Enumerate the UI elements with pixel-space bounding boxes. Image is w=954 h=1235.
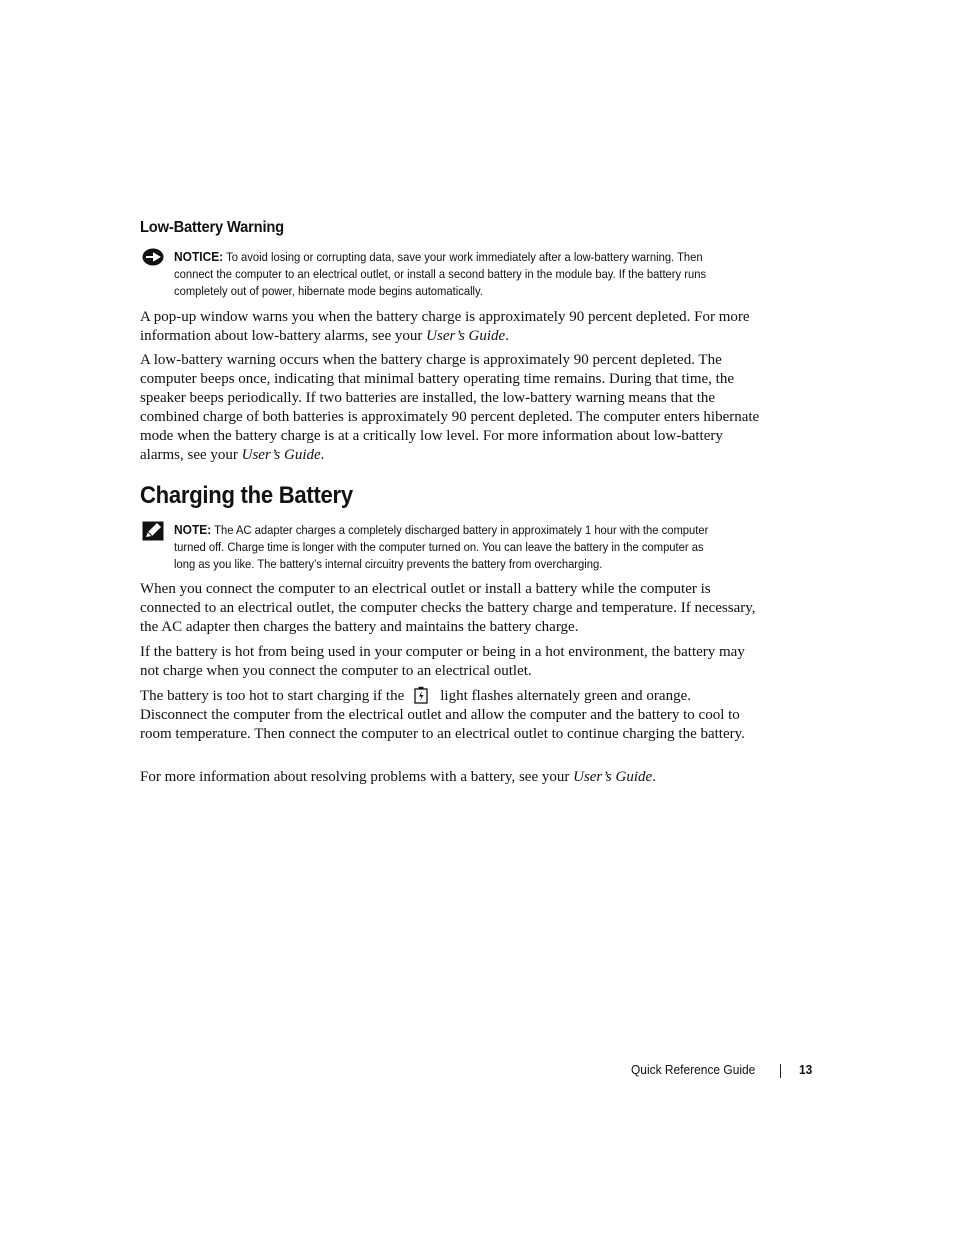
users-guide-ref: User’s Guide bbox=[426, 328, 506, 344]
section-heading-charging: Charging the Battery bbox=[140, 482, 353, 509]
paragraph-text: A low-battery warning occurs when the battery charge is approximately 90 percent depleted. The computer beeps once, indicating that minimal battery operating time remains. During that time, the speaker beeps periodically. If two batteries are installed, the low-battery warning means that the combined charge of both batteries is approximately 90 percent depleted. The computer enters hibernate mode when the battery charge is at a critically low level. For more information about low-battery alarms, see your bbox=[140, 352, 760, 463]
paragraph bbox=[140, 686, 760, 744]
note-label: NOTE: bbox=[174, 522, 212, 537]
paragraph: When you connect the computer to an electrical outlet or install a battery while the computer is connected to an electrical outlet, the computer checks the battery charge and temperature. If necessary, the AC adapter then charges the battery and maintains the battery charge. bbox=[140, 581, 756, 635]
paragraph-text: For more information about resolving problems with a battery, see your bbox=[140, 769, 574, 785]
note-text bbox=[174, 521, 726, 573]
footer-title: Quick Reference Guide bbox=[631, 1062, 756, 1077]
section-heading-low-battery: Low-Battery Warning bbox=[140, 219, 284, 236]
notice-text bbox=[174, 248, 726, 300]
paragraph-text: A pop-up window warns you when the battery charge is approximately 90 percent depleted. For more information about low-battery alarms, see your bbox=[140, 309, 750, 344]
notice-hand-icon bbox=[142, 248, 164, 268]
paragraph bbox=[140, 768, 760, 787]
paragraph-end: . bbox=[320, 447, 325, 463]
paragraph bbox=[140, 308, 760, 346]
note-pencil-icon bbox=[142, 521, 164, 541]
notice-label: NOTICE: bbox=[174, 249, 224, 264]
paragraph: If the battery is hot from being used in your computer or being in a hot environment, the battery may not charge when you connect the computer to an electrical outlet. bbox=[140, 644, 745, 679]
paragraph-end: . bbox=[652, 769, 656, 785]
battery-status-light-icon bbox=[414, 686, 428, 704]
footer-divider bbox=[780, 1064, 781, 1078]
users-guide-ref: User’s Guide bbox=[241, 447, 321, 463]
page-number: 13 bbox=[799, 1062, 813, 1077]
note-body: The AC adapter charges a completely discharged battery in approximately 1 hour with the computer turned off. Charge time is longer with the computer turned on. You can leave the battery in the computer as long as you like. The battery’s internal circuitry prevents the battery from overcharging. bbox=[174, 523, 709, 571]
users-guide-ref: User’s Guide bbox=[573, 769, 653, 785]
notice-body: To avoid losing or corrupting data, save your work immediately after a low-battery warning. Then connect the computer to an electrical outlet, or install a second battery in the module bay. If the battery runs completely out of power, hibernate mode begins automatically. bbox=[174, 250, 707, 298]
paragraph-end: . bbox=[505, 328, 509, 344]
paragraph bbox=[140, 351, 760, 465]
paragraph-text: The battery is too hot to start charging if the bbox=[140, 688, 405, 704]
paragraph-text: light flashes alternately green and orange. Disconnect the computer from the electrical outlet and allow the computer and the battery to cool to room temperature. Then connect the computer to an electrical outlet to continue charging the battery. bbox=[140, 688, 745, 742]
